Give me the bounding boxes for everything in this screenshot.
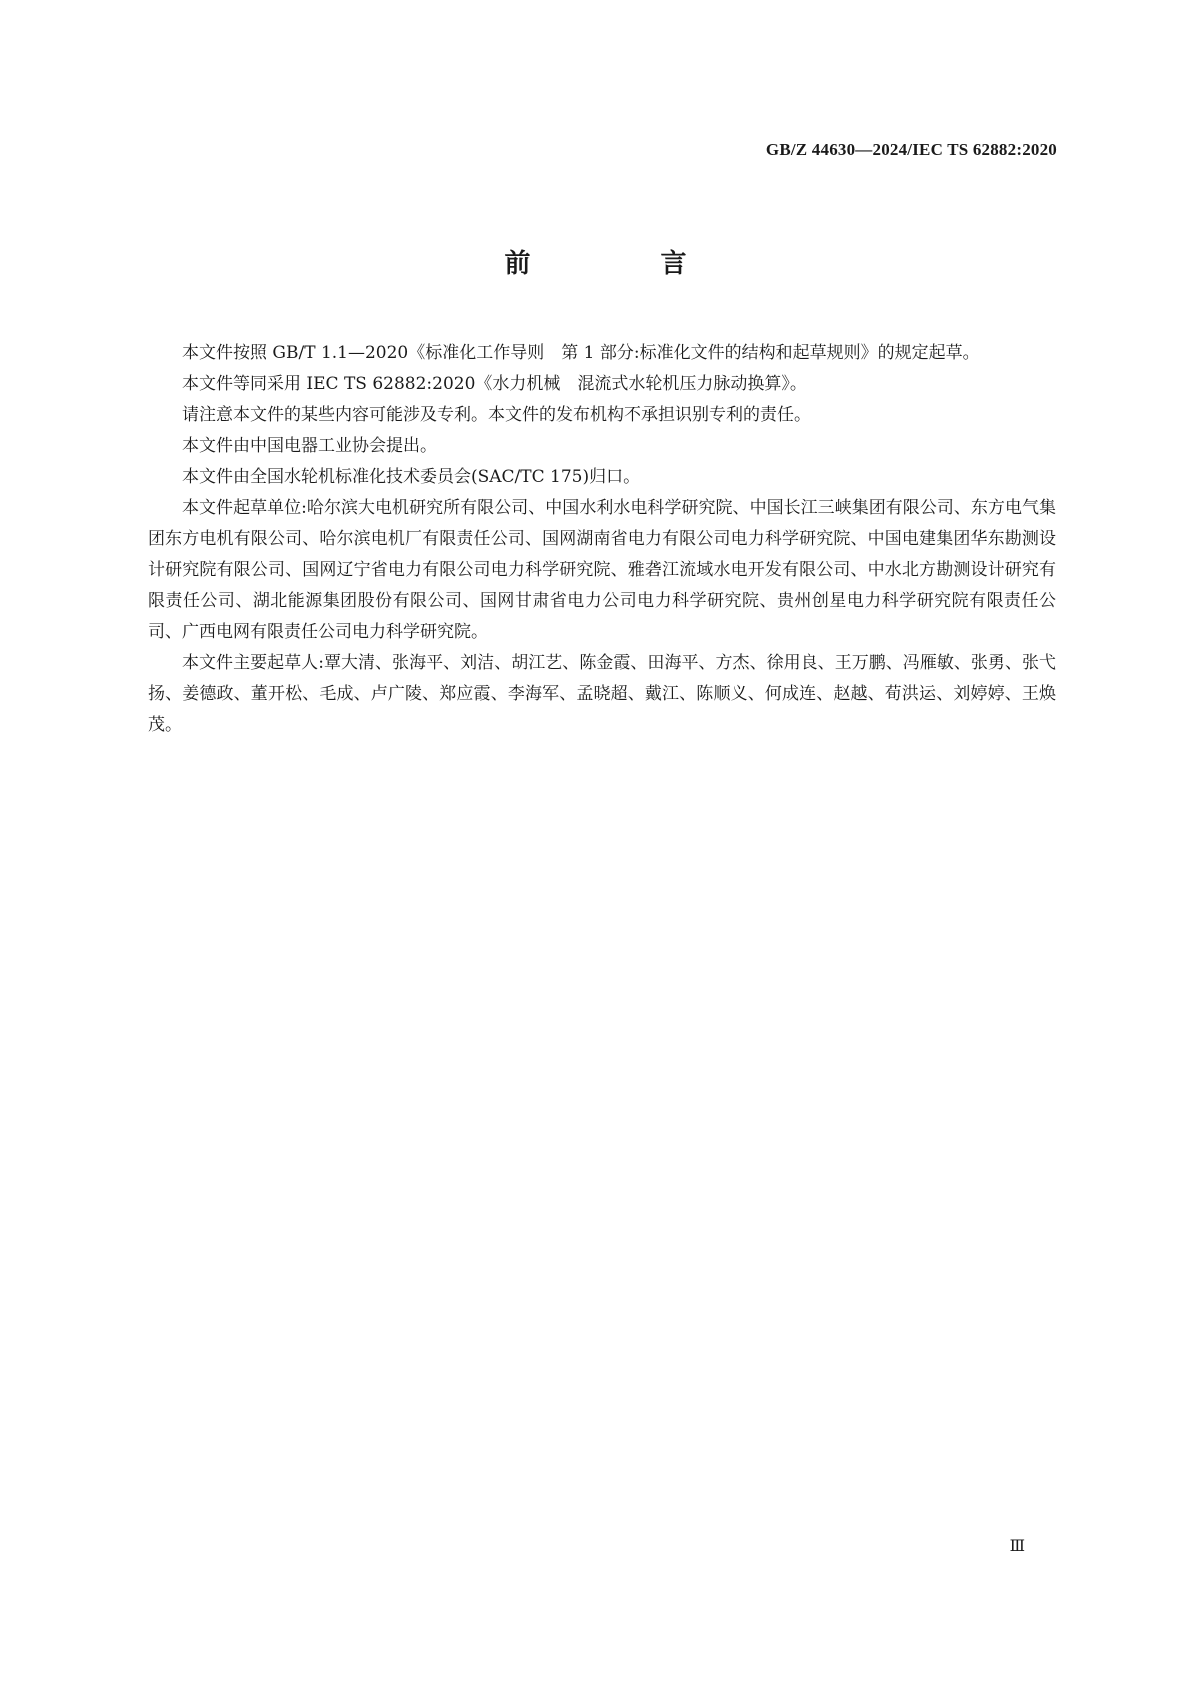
page-number: Ⅲ: [1009, 1538, 1025, 1555]
paragraph-patent-notice: 请注意本文件的某些内容可能涉及专利。本文件的发布机构不承担识别专利的责任。: [182, 405, 811, 425]
document-code-header: GB/Z 44630—2024/IEC TS 62882:2020: [765, 140, 1057, 159]
paragraph-proposer: 本文件由中国电器工业协会提出。: [182, 436, 437, 456]
paragraph-adoption: 本文件等同采用 IEC TS 62882:2020《水力机械 混流式水轮机压力脉动换算》。: [182, 374, 807, 394]
paragraph-drafting-rules: 本文件按照 GB/T 1.1—2020《标准化工作导则 第 1 部分:标准化文件的结构和起草规则》的规定起草。: [182, 343, 980, 363]
preface-body: [148, 338, 1056, 741]
section-title: 前 言: [504, 249, 739, 279]
paragraph-drafters: 本文件主要起草人:覃大清、张海平、刘洁、胡江艺、陈金霞、田海平、方杰、徐用良、王万鹏、冯雁敏、张勇、张弋扬、姜德政、董开松、毛成、卢广陵、郑应霞、李海军、孟晓超、戴江、陈顺义、何成连、赵越、荀洪运、刘婷婷、王焕茂。: [148, 653, 1056, 735]
paragraph-technical-committee: 本文件由全国水轮机标准化技术委员会(SAC/TC 175)归口。: [182, 467, 641, 487]
paragraph-drafting-units: 本文件起草单位:哈尔滨大电机研究所有限公司、中国水利水电科学研究院、中国长江三峡集团有限公司、东方电气集团东方电机有限公司、哈尔滨电机厂有限责任公司、国网湖南省电力有限公司电力科学研究院、中国电建集团华东勘测设计研究院有限公司、国网辽宁省电力有限公司电力科学研究院、雅砻江流域水电开发有限公司、中水北方勘测设计研究有限责任公司、湖北能源集团股份有限公司、国网甘肃省电力公司电力科学研究院、贵州创星电力科学研究院有限责任公司、广西电网有限责任公司电力科学研究院。: [148, 498, 1056, 642]
